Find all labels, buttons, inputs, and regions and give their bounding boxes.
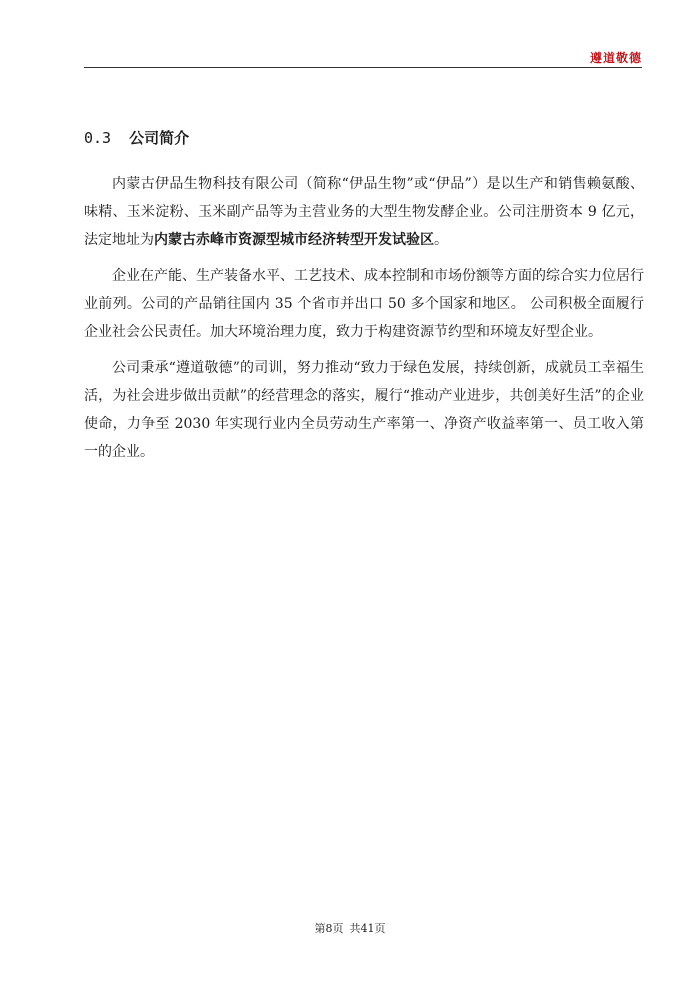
paragraph-text: 企业在产能、生产装备水平、工艺技术、成本控制和市场份额等方面的综合实力位居行业前列。公司的产品销往国内 35 个省市并出口 50 多个国家和地区。 公司积极全面履行企业社会公民责任。加大环境治理力度，致力于构建资源节约型和环境友好型企业。 (84, 268, 644, 340)
page-total: 共41页 (349, 922, 386, 935)
section-title: 公司简介 (129, 129, 190, 147)
page-number: 第8页 (314, 922, 344, 935)
header-brand-motto: 遵道敬德 (589, 51, 642, 65)
paragraph-text: 内蒙古伊品生物科技有限公司（简称“伊品生物”或“伊品”）是以生产和销售赖氨酸、味精、玉米淀粉、玉米副产品等为主营业务的大型生物发酵企业。公司注册资本 9 亿元，法定地址为 (84, 176, 644, 248)
paragraph-company-strength (84, 262, 644, 346)
header-divider (84, 67, 642, 68)
paragraph-text: 公司秉承“遵道敬德”的司训，努力推动“致力于绿色发展，持续创新，成就员工幸福生活，为社会进步做出贡献”的经营理念的落实，履行“推动产业进步，共创美好生活”的企业使命，力争至 2030 年实现行业内全员劳动生产率第一、净资产收益率第一、员工收入第一的企业。 (84, 360, 644, 460)
registered-address-emphasis: 内蒙古赤峰市资源型城市经济转型开发试验区 (154, 232, 434, 248)
paragraph-company-intro (84, 170, 644, 254)
body-text (84, 170, 644, 474)
section-number: 0.3 (84, 129, 112, 147)
paragraph-company-mission (84, 354, 644, 466)
page-footer (0, 920, 700, 936)
paragraph-text-end: 。 (434, 232, 448, 248)
section-heading (84, 126, 189, 150)
